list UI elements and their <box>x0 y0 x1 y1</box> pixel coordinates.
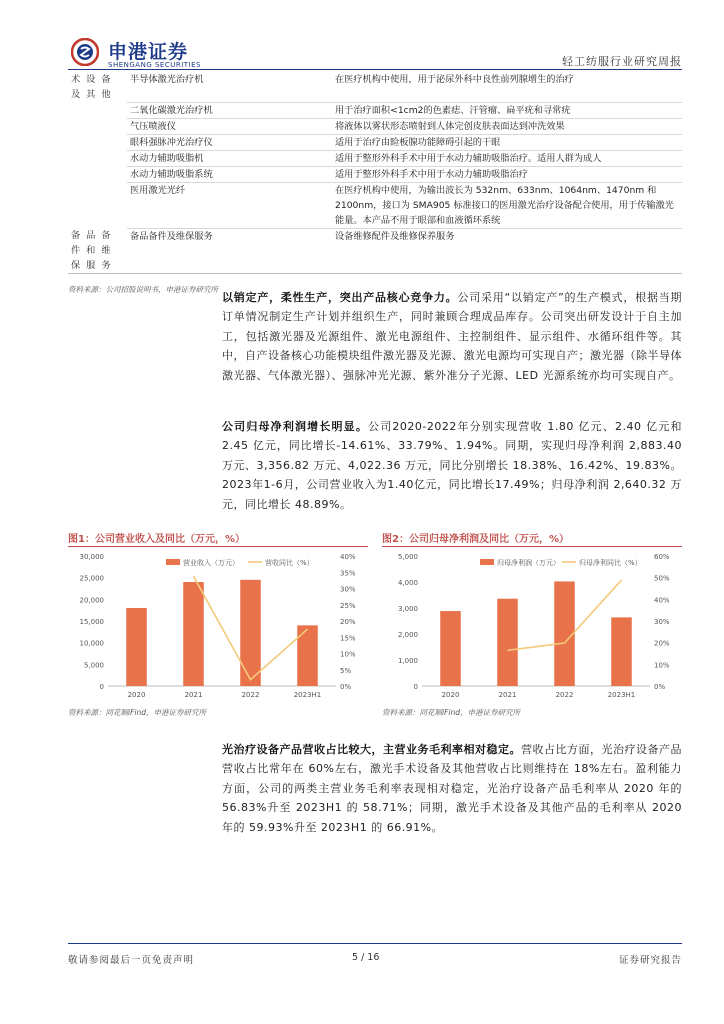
row-product-name: 眼科强脉冲光治疗仪 <box>127 134 332 150</box>
product-table <box>68 72 682 274</box>
row-product-name: 水动力辅助吸脂机 <box>127 150 332 166</box>
bar-2021 <box>497 599 518 686</box>
table-row <box>68 166 682 182</box>
footer-report-label: 证券研究报告 <box>618 955 682 966</box>
y-tick-label: 30,000 <box>79 553 104 561</box>
table-row <box>68 150 682 166</box>
y2-tick-label: 50% <box>654 574 670 583</box>
y2-tick-label: 30% <box>340 585 356 594</box>
y-tick-label: 10,000 <box>79 639 104 648</box>
x-tick-label: 2023H1 <box>293 691 322 699</box>
table-row <box>68 102 682 118</box>
row-product-name: 二氧化碳激光治疗机 <box>127 102 332 118</box>
row-category <box>68 134 127 150</box>
revenue-chart <box>68 548 368 706</box>
y-tick-label: 25,000 <box>79 574 104 583</box>
page-number: 5 / 16 <box>352 952 380 963</box>
row-product-name: 水动力辅助吸脂系统 <box>127 166 332 182</box>
paragraph-heading: 以销定产，柔性生产，突出产品核心竞争力。 <box>222 291 458 304</box>
y-tick-label: 15,000 <box>79 618 104 626</box>
paragraph-text: 公司采用“以销定产”的生产模式，根据当期订单情况制定生产计划并组织生产，同时兼顾合理成品库存。公司突出研发设计于自主加工，包括激光器及光源组件、激光电源组件、主控制组件、显示组件、水循环组件等。其中，自产设备核心功能模块组件激光器及光源、激光电源均可实现自产；激光器（除半导体激光器、气体激光器）、强脉冲光光源、紫外准分子光源、LED 光源系统亦均可实现自产。 <box>222 291 682 382</box>
y2-tick-label: 20% <box>654 639 670 648</box>
y2-tick-label: 0% <box>340 683 352 691</box>
figure-2-divider <box>382 546 682 547</box>
row-product-name: 半导体激光治疗机 <box>127 72 332 102</box>
table-row <box>68 134 682 150</box>
row-description: 在医疗机构中使用，为输出波长为 532nm、633nm、1064nm、1470nm 和 2100nm，接口为 SMA905 标准接口的医用激光治疗设备配合使用，用于传输激光能量。本产品不用于眼部和血液循环系统 <box>332 182 682 228</box>
row-product-name: 医用激光光纤 <box>127 182 332 228</box>
y2-tick-label: 35% <box>340 569 356 578</box>
row-category: 术设备及其他 <box>71 74 117 100</box>
brand-logo-icon <box>71 38 99 66</box>
x-tick-label: 2020 <box>441 691 460 699</box>
table-row <box>68 182 682 228</box>
x-tick-label: 2022 <box>241 691 260 699</box>
paragraph-heading: 光治疗设备产品营收占比较大，主营业务毛利率相对稳定。 <box>222 743 521 756</box>
y2-tick-label: 60% <box>654 553 670 561</box>
row-description: 设备维修配件及维修保养服务 <box>332 228 682 274</box>
footer-divider <box>68 943 682 944</box>
y2-tick-label: 20% <box>340 618 356 626</box>
header-divider <box>68 69 682 70</box>
report-type: 轻工纺服行业研究周报 <box>562 55 682 68</box>
paragraph-production <box>222 288 682 385</box>
x-tick-label: 2022 <box>555 691 574 699</box>
table-row <box>68 118 682 134</box>
row-category <box>68 182 127 228</box>
row-category: 备品备件和维保服务 <box>68 228 127 274</box>
y-tick-label: 20,000 <box>79 596 104 605</box>
y-tick-label: 1,000 <box>397 657 418 665</box>
bar-2023H1 <box>297 625 318 686</box>
legend-line-label: 营收同比（%） <box>265 559 314 567</box>
legend-bar-label: 营业收入（万元） <box>183 559 239 567</box>
legend-bar-swatch <box>166 559 180 565</box>
y2-tick-label: 10% <box>654 661 670 670</box>
row-description: 适用于整形外科手术中用于水动力辅助吸脂治疗。适用人群为成人 <box>332 150 682 166</box>
y2-tick-label: 40% <box>654 596 670 605</box>
y-tick-label: 5,000 <box>397 553 418 561</box>
bar-2020 <box>440 611 461 686</box>
row-category <box>68 150 127 166</box>
row-description: 用于治疗面积<1cm2的色素痣、汗管瘤、扁平疣和寻常疣 <box>332 102 682 118</box>
bar-2021 <box>183 582 204 686</box>
row-category <box>68 166 127 182</box>
y-tick-label: 5,000 <box>83 661 104 670</box>
y-tick-label: 4,000 <box>397 579 418 587</box>
y2-tick-label: 10% <box>340 650 356 659</box>
y2-tick-label: 30% <box>654 618 670 626</box>
y2-tick-label: 25% <box>340 601 356 610</box>
net-profit-chart <box>382 548 682 706</box>
x-tick-label: 2021 <box>184 691 203 699</box>
legend-bar-swatch <box>480 559 494 565</box>
brand-name: 申港证券 <box>108 41 189 63</box>
y2-tick-label: 0% <box>654 683 666 691</box>
footer-disclaimer: 敬请参阅最后一页免责声明 <box>68 955 195 966</box>
figure-2-title: 图2：公司归母净利润及同比（万元，%） <box>382 534 569 545</box>
bar-2020 <box>126 608 147 686</box>
legend-line-label: 归母净利同比（%） <box>579 559 642 567</box>
y-tick-label: 2,000 <box>397 631 418 639</box>
paragraph-text: 公司2020-2022年分别实现营收 1.80 亿元、2.40 亿元和 2.45 亿元，同比增长-14.61%、33.79%、1.94%。同期，实现归母净利润 2,883.40 万元、3,356.82 万元、4,022.36 万元，同比分别增长 18.38%、16.42%、19.83%。2023年1-6月，公司营业收入为1.40亿元，同比增长17.49%；归母净利润 2,640.32 万元，同比增长 48.89%。 <box>222 420 682 511</box>
y-tick-label: 0 <box>413 683 418 691</box>
y2-tick-label: 15% <box>340 634 356 643</box>
brand-name-en: SHENGANG SECURITIES <box>108 61 201 69</box>
figure-2-source: 资料来源：同花顺iFind，申港证券研究所 <box>382 708 520 717</box>
bar-2022 <box>240 580 261 686</box>
row-product-name: 气压喷液仪 <box>127 118 332 134</box>
x-tick-label: 2020 <box>127 691 146 699</box>
row-description: 适用于整形外科手术中用于水动力辅助吸脂治疗 <box>332 166 682 182</box>
table-source: 资料来源：公司招股说明书，申港证券研究所 <box>68 285 218 294</box>
x-tick-label: 2021 <box>498 691 517 699</box>
y-tick-label: 0 <box>99 683 104 691</box>
paragraph-profit <box>222 417 682 514</box>
row-description: 将液体以雾状形态喷射到人体完创皮肤表面达到冲洗效果 <box>332 118 682 134</box>
row-category <box>68 118 127 134</box>
table-row <box>68 228 682 274</box>
paragraph-heading: 公司归母净利润增长明显。 <box>222 420 369 433</box>
x-tick-label: 2023H1 <box>607 691 636 699</box>
row-product-name: 备品备件及维保服务 <box>127 228 332 274</box>
row-description: 适用于治疗由睑板腺功能障碍引起的干眼 <box>332 134 682 150</box>
y2-tick-label: 5% <box>340 666 352 675</box>
row-category <box>68 102 127 118</box>
bar-2022 <box>554 581 575 686</box>
bar-2023H1 <box>611 617 632 686</box>
row-description: 在医疗机构中使用，用于泌尿外科中良性前列腺增生的治疗 <box>332 72 682 102</box>
paragraph-margin <box>222 740 682 837</box>
table-row <box>68 72 682 102</box>
y2-tick-label: 40% <box>340 553 356 561</box>
paragraph-text: 营收占比方面，光治疗设备产品营收占比常年在 60%左右，激光手术设备及其他营收占比则维持在 18%左右。盈利能力方面，公司的两类主营业务毛利率表现相对稳定，光治疗设备产品毛利率从 2020 年的 56.83%升至 2023H1 的 58.71%；同期，激光手术设备及其他产品的毛利率从 2020 年的 59.93%升至 2023H1 的 66.91%。 <box>222 743 682 834</box>
figure-1-divider <box>68 546 368 547</box>
legend-bar-label: 归母净利润（万元） <box>497 559 560 567</box>
figure-1-title: 图1：公司营业收入及同比（万元，%） <box>68 534 245 545</box>
y-tick-label: 3,000 <box>397 605 418 613</box>
figure-1-source: 资料来源：同花顺iFind，申港证券研究所 <box>68 708 206 717</box>
